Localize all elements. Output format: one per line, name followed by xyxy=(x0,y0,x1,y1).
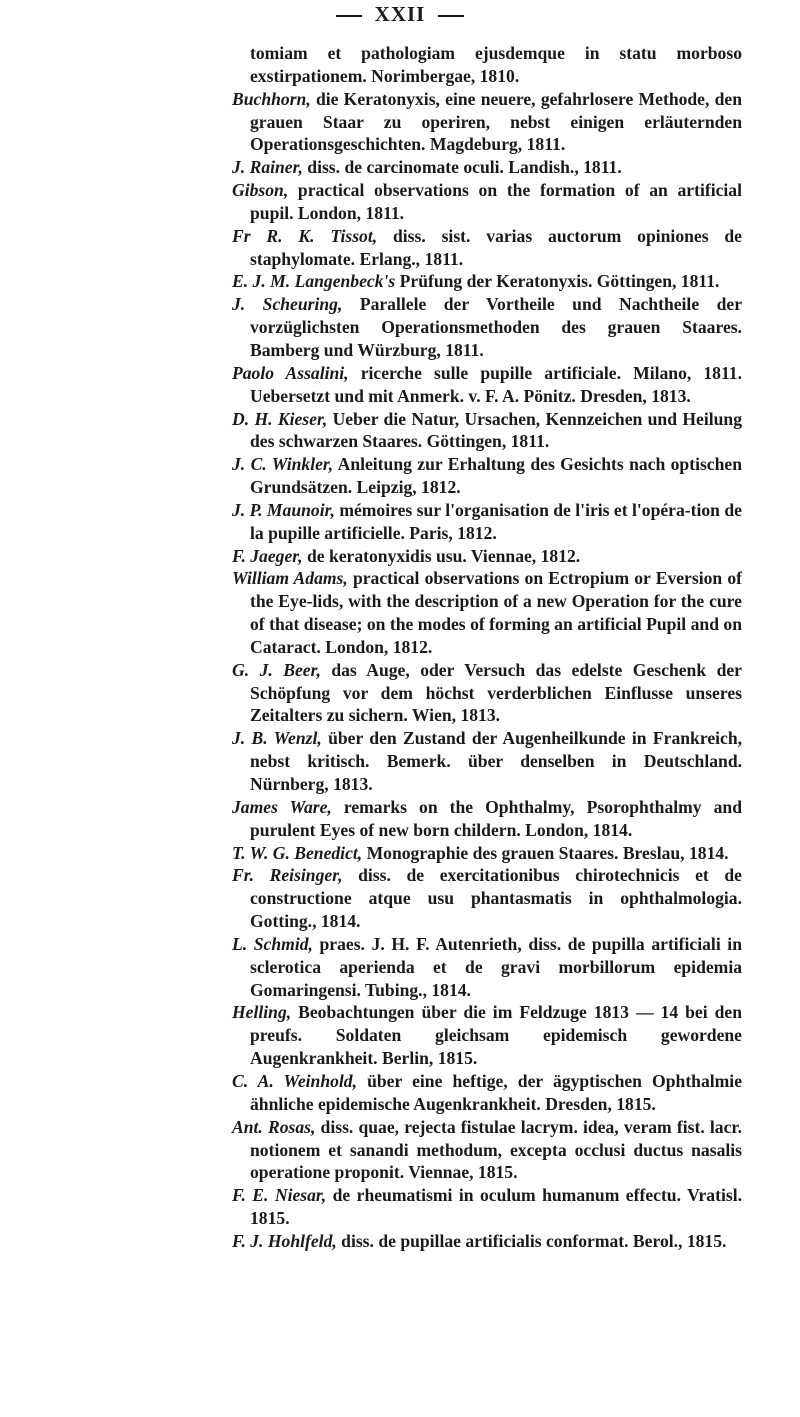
entry-author: D. H. Kieser, xyxy=(232,408,328,429)
entry-author: J. P. Maunoir, xyxy=(232,499,335,520)
bibliography-entry xyxy=(232,933,742,1002)
entry-author: J. Scheuring, xyxy=(232,294,343,315)
bibliography-entry xyxy=(232,659,742,728)
entry-text: de rheumatismi in oculum humanum effectu. Vratisl. 1815. xyxy=(250,1185,742,1229)
header-dash-right xyxy=(438,15,464,17)
bibliography-entry xyxy=(232,842,742,865)
entry-author: F. E. Niesar, xyxy=(232,1185,327,1206)
bibliography-entry xyxy=(232,1001,742,1070)
entry-text: Anleitung zur Erhaltung des Gesichts nach optischen Grundsätzen. Leipzig, 1812. xyxy=(250,454,742,498)
entry-text: de keratonyxidis usu. Viennae, 1812. xyxy=(302,545,581,566)
entry-author: William Adams, xyxy=(232,568,348,589)
bibliography-entry xyxy=(232,864,742,933)
page-number: XXII xyxy=(374,2,426,26)
bibliography-entry xyxy=(232,88,742,157)
entry-author: J. C. Winkler, xyxy=(232,454,334,475)
entry-author: Buchhorn, xyxy=(232,88,311,109)
page-header xyxy=(0,2,800,27)
entry-text: remarks on the Ophthalmy, Psorophthalmy and purulent Eyes of new born childern. London, 1814. xyxy=(250,796,742,840)
entry-author: T. W. G. Benedict, xyxy=(232,842,363,863)
entry-author: Ant. Rosas, xyxy=(232,1116,316,1137)
entry-text: diss. de pupillae artificialis conformat. Berol., 1815. xyxy=(336,1230,727,1251)
entry-author: J. B. Wenzl, xyxy=(232,728,322,749)
bibliography-entry xyxy=(232,225,742,271)
bibliography-entry xyxy=(232,499,742,545)
entry-author: F. J. Hohlfeld, xyxy=(232,1230,337,1251)
entry-text: über den Zustand der Augenheilkunde in Frankreich, nebst kritisch. Bemerk. über denselben in Deutschland. Nürnberg, 1813. xyxy=(250,728,743,794)
entry-author: J. Rainer, xyxy=(232,157,303,178)
entry-author: F. Jaeger, xyxy=(232,545,303,566)
header-dash-left xyxy=(336,15,362,17)
entry-text: Parallele der Vortheile und Nachtheile der vorzüglichsten Operationsmethoden des grauen Staares. Bamberg und Würzburg, 1811. xyxy=(250,294,743,360)
bibliography-entry xyxy=(232,453,742,499)
bibliography-entry xyxy=(232,1116,742,1185)
entry-text: Monographie des grauen Staares. Breslau, 1814. xyxy=(362,842,729,863)
entry-author: Paolo Assalini, xyxy=(232,362,349,383)
entry-text: diss. quae, rejecta fistulae lacrym. idea, veram fist. lacr. notionem et sanandi methodum, excepta occlusi ductus nasalis operatione proponit. Viennae, 1815. xyxy=(250,1116,742,1183)
entry-author: Gibson, xyxy=(232,180,289,201)
entry-text: mémoires sur l'organisation de l'iris et l'opéra-tion de la pupille artificielle. Paris, 1812. xyxy=(250,499,742,543)
bibliography-entry xyxy=(232,270,742,293)
bibliography-entry xyxy=(232,362,742,408)
bibliography-list xyxy=(232,42,742,1253)
entry-text: ricerche sulle pupille artificiale. Milano, 1811. Uebersetzt und mit Anmerk. v. F. A. Pönitz. Dresden, 1813. xyxy=(250,362,742,406)
bibliography-entry xyxy=(232,1070,742,1116)
entry-text: tomiam et pathologiam ejusdemque in statu morboso exstirpationem. Norimbergae, 1810. xyxy=(250,43,742,86)
entry-text: die Keratonyxis, eine neuere, gefahrlosere Methode, den grauen Staar zu operiren, nebst einigen erläuternden Operationsgeschichten. Magdeburg, 1811. xyxy=(250,88,742,155)
bibliography-entry xyxy=(232,727,742,796)
entry-text: diss. sist. varias auctorum opiniones de staphylomate. Erlang., 1811. xyxy=(250,225,742,269)
entry-author: Helling, xyxy=(232,1002,292,1023)
bibliography-entry xyxy=(232,293,742,362)
entry-author: L. Schmid, xyxy=(232,933,313,954)
bibliography-entry xyxy=(232,545,742,568)
entry-text: Ueber die Natur, Ursachen, Kennzeichen und Heilung des schwarzen Staares. Göttingen, 1811. xyxy=(250,408,742,452)
bibliography-entry xyxy=(232,179,742,225)
entry-author: Fr R. K. Tissot, xyxy=(232,225,378,246)
entry-text: praes. J. H. F. Autenrieth, diss. de pupilla artificiali in sclerotica aperienda et de gravi morbillorum epidemia Gomaringensi. Tubing., 1814. xyxy=(250,933,742,1000)
entry-text: diss. de exercitationibus chirotechnicis et de constructione atque usu phantasmatis in ophthalmologia. Gotting., 1814. xyxy=(250,865,742,932)
bibliography-entry xyxy=(232,1184,742,1230)
entry-text: practical observations on the formation of an artificial pupil. London, 1811. xyxy=(250,180,742,223)
bibliography-entry xyxy=(232,156,742,179)
entry-author: E. J. M. Langenbeck's xyxy=(232,271,396,292)
entry-text: Prüfung der Keratonyxis. Göttingen, 1811. xyxy=(395,271,720,292)
entry-author: James Ware, xyxy=(232,796,332,817)
entry-author: Fr. Reisinger, xyxy=(232,865,343,886)
bibliography-entry xyxy=(232,567,742,658)
bibliography-entry xyxy=(232,796,742,842)
entry-text: über eine heftige, der ägyptischen Ophthalmie ähnliche epidemische Augenkrankheit. Dresden, 1815. xyxy=(250,1070,742,1114)
entry-text: diss. de carcinomate oculi. Landish., 1811. xyxy=(302,157,622,178)
bibliography-entry xyxy=(232,42,742,88)
entry-author: G. J. Beer, xyxy=(232,659,321,680)
bibliography-entry xyxy=(232,408,742,454)
entry-text: practical observations on Ectropium or Eversion of the Eye-lids, with the description of a new Operation for the cure of that disease; on the modes of forming an artificial Pupil and on Cataract. London, 1812. xyxy=(250,568,742,657)
entry-text: Beobachtungen über die im Feldzuge 1813 — 14 bei den preufs. Soldaten gleichsam epidemisch gewordene Augenkrankheit. Berlin, 1815. xyxy=(250,1002,742,1069)
bibliography-entry xyxy=(232,1230,742,1253)
entry-text: das Auge, oder Versuch das edelste Geschenk der Schöpfung vor dem höchst verderblichen Einflusse unseres Zeitalters zu sichern. Wien, 1813. xyxy=(250,659,742,726)
entry-author: C. A. Weinhold, xyxy=(232,1070,357,1091)
